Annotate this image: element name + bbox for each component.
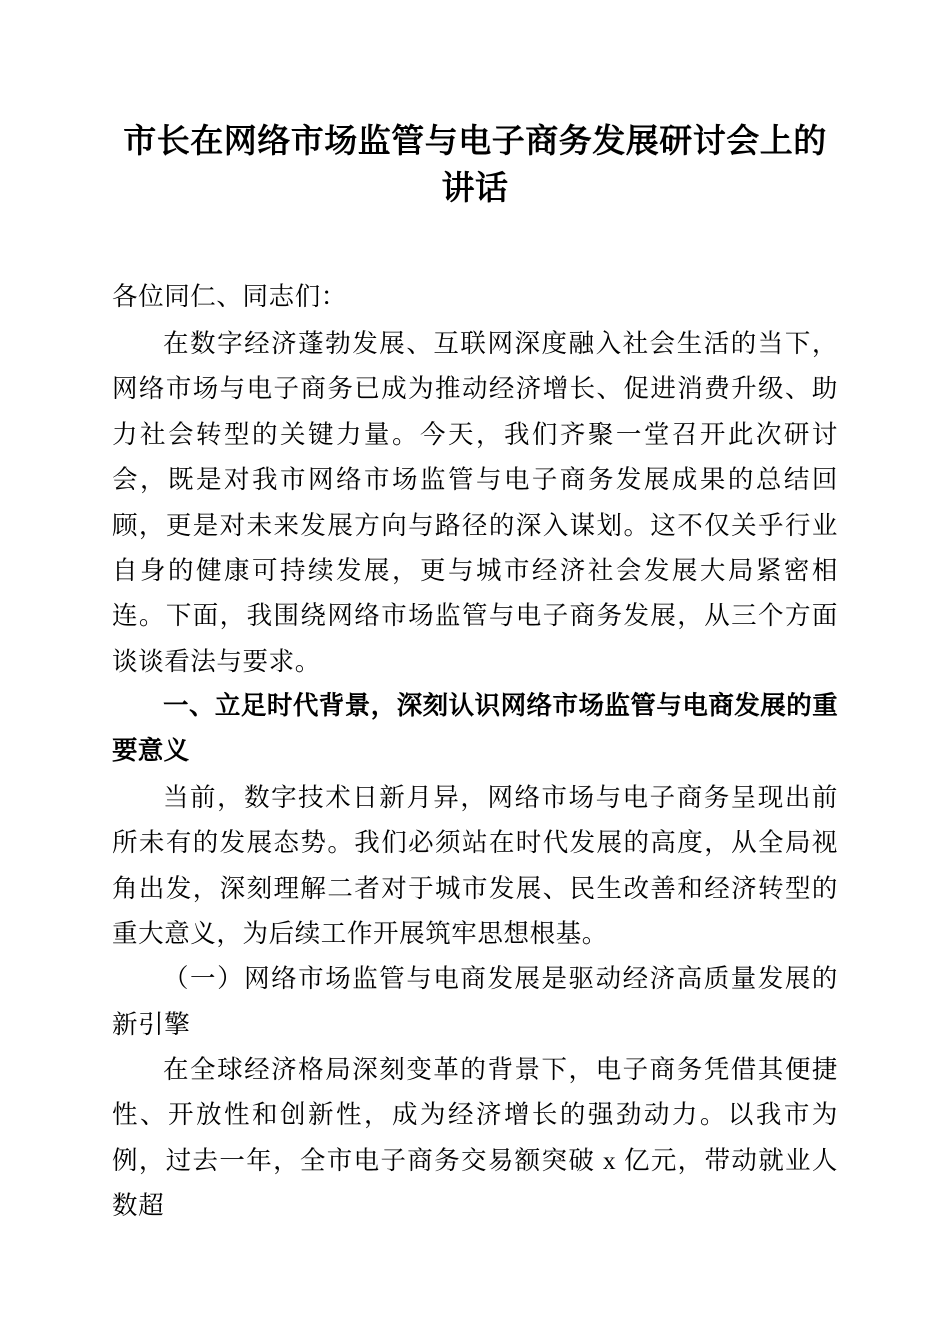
section-heading-1: 一、立足时代背景，深刻认识网络市场监管与电商发展的重要意义: [112, 691, 838, 767]
salutation: 各位同仁、同志们：: [112, 281, 347, 311]
subsection-heading-1-1: （一）网络市场监管与电商发展是驱动经济高质量发展的新引擎: [112, 964, 838, 1039]
paragraph-intro: 在数字经济蓬勃发展、互联网深度融入社会生活的当下，网络市场与电子商务已成为推动经济增长、促进消费升级、助力社会转型的关键力量。今天，我们齐聚一堂召开此次研讨会，既是对我市网络市场监管与电子商务发展成果的总结回顾，更是对未来发展方向与路径的深入谋划。这不仅关乎行业自身的健康可持续发展，更与城市经济社会发展大局紧密相连。下面，我围绕网络市场监管与电子商务发展，从三个方面谈谈看法与要求。: [112, 329, 838, 676]
document-body: [112, 321, 838, 1229]
paragraph-subsection1-1-body: 在全球经济格局深刻变革的背景下，电子商务凭借其便捷性、开放性和创新性，成为经济增长的强劲动力。以我市为例，过去一年，全市电子商务交易额突破 x 亿元，带动就业人数超: [112, 1055, 838, 1221]
page-title: 市长在网络市场监管与电子商务发展研讨会上的讲话: [123, 121, 827, 207]
paragraph-section1-intro: 当前，数字技术日新月异，网络市场与电子商务呈现出前所未有的发展态势。我们必须站在时代发展的高度，从全局视角出发，深刻理解二者对于城市发展、民生改善和经济转型的重大意义，为后续工作开展筑牢思想根基。: [112, 782, 838, 948]
